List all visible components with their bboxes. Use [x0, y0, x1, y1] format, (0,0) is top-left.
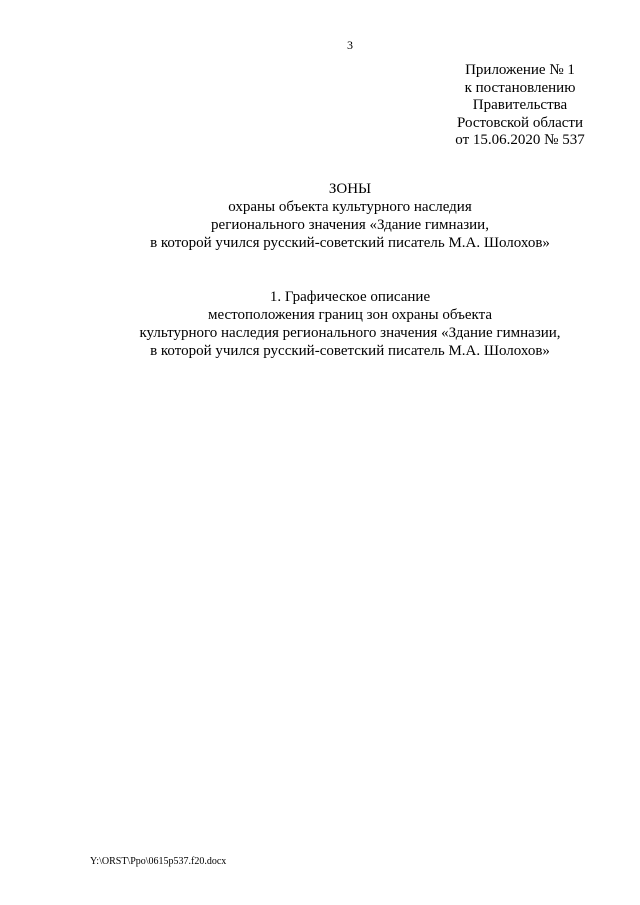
appendix-line-number: Приложение № 1	[465, 62, 575, 78]
zones-subtitle-line-3: в которой учился русский-советский писатель М.А. Шолохов»	[150, 235, 550, 251]
appendix-line-region: Ростовской области	[457, 114, 583, 131]
appendix-line-date: от 15.06.2020 № 537	[455, 132, 585, 148]
section-heading-block	[0, 288, 640, 360]
section-line-4: в которой учился русский-советский писатель М.А. Шолохов»	[150, 343, 550, 359]
section-line-2: местоположения границ зон охраны объекта	[207, 307, 493, 323]
appendix-line-government: Правительства	[472, 97, 568, 113]
section-line-1: 1. Графическое описание	[269, 289, 431, 305]
zones-title: ЗОНЫ	[328, 181, 372, 197]
appendix-line-resolution: к постановлению	[464, 79, 576, 96]
footer-file-path: Y:\ORST\Ppo\0615p537.f20.docx	[90, 856, 227, 867]
page-number: 3	[347, 38, 353, 52]
zones-heading-block	[0, 180, 640, 252]
zones-subtitle-line-1: охраны объекта культурного наследия	[228, 199, 472, 215]
section-line-3: культурного наследия регионального значения «Здание гимназии,	[139, 325, 561, 341]
zones-subtitle-line-2: регионального значения «Здание гимназии,	[211, 217, 489, 233]
appendix-header	[440, 62, 600, 150]
